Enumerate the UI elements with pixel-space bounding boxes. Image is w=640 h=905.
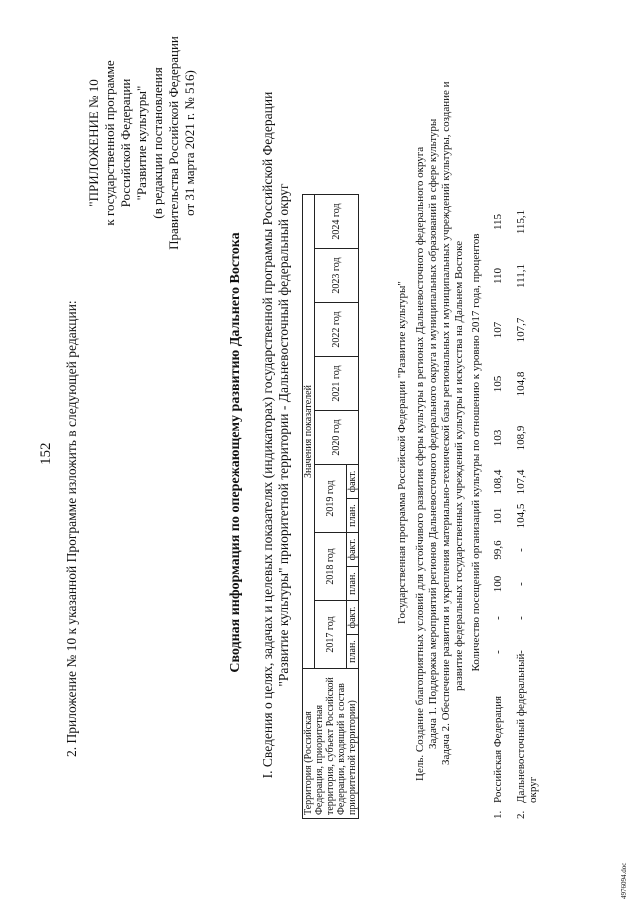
task-line: Задача 1. Поддержка мероприятий регионов Дальневосточного федерального округа и муниципальных образований в сфере культуры	[427, 118, 439, 749]
plan-header: план.	[347, 499, 359, 533]
year-header: 2021 год	[315, 357, 359, 411]
row-value: 115,1	[515, 209, 527, 235]
program-name: Государственная программа Российской Федерации "Развитие культуры"	[396, 281, 408, 624]
row-value: 115	[492, 213, 504, 231]
task-line: Задача 2. Обеспечение развития и укрепления материально-технической базы региональных и муниципальных учреждений культуры, создание и	[440, 81, 452, 765]
row-value: -	[515, 616, 527, 620]
row-value: 101	[492, 507, 504, 525]
row-number: 1.	[492, 810, 504, 819]
row-value: -	[515, 650, 527, 654]
row-value: 105	[492, 375, 504, 393]
row-value: 107	[492, 321, 504, 339]
plan-header: план.	[347, 567, 359, 601]
year-header: 2018 год	[315, 533, 347, 601]
annex-header	[86, 0, 198, 293]
values-header: Значения показателей	[303, 195, 315, 669]
row-value: 108,9	[515, 425, 527, 451]
annex-line: (в редакции постановления	[150, 67, 165, 219]
fact-header: факт.	[347, 465, 359, 499]
row-value: 108,4	[492, 469, 504, 495]
row-value: 99,6	[492, 540, 504, 560]
fact-header: факт.	[347, 533, 359, 567]
row-value: -	[492, 650, 504, 654]
year-header: 2019 год	[315, 465, 347, 533]
row-value: -	[492, 616, 504, 620]
intro-text: 2. Приложение № 10 к указанной Программе изложить в следующей редакции:	[64, 300, 79, 757]
row-territory: Дальневосточный федеральный округ	[515, 653, 539, 803]
row-value: -	[515, 548, 527, 552]
plan-header: план.	[347, 635, 359, 669]
row-value: 100	[492, 575, 504, 593]
document-title: Сводная информация по опережающему развитию Дальнего Востока	[228, 232, 243, 673]
row-territory: Российская Федерация	[492, 695, 504, 803]
indicator-name: Количество посещений организаций культуры по отношению к уровню 2017 года, процентов	[470, 233, 482, 672]
task-line: развитие федеральных государственных учреждений культуры и искусства на Дальнем Востоке	[453, 240, 465, 691]
row-value: 107,7	[515, 317, 527, 343]
year-header: 2023 год	[315, 249, 359, 303]
annex-line: к государственной программе	[102, 60, 117, 226]
annex-line: "ПРИЛОЖЕНИЕ № 10	[86, 79, 101, 207]
page-number: 152	[38, 442, 54, 465]
goal-block	[414, 21, 466, 781]
annex-line: "Развитие культуры"	[134, 85, 149, 201]
indicator-table	[302, 194, 359, 819]
section-line: "Развитие культуры" приоритетной территории - Дальневосточный федеральный округ	[276, 183, 291, 687]
year-header: 2017 год	[315, 601, 347, 669]
section-heading	[260, 55, 292, 815]
annex-line: от 31 марта 2021 г. № 516)	[182, 70, 197, 216]
fact-header: факт.	[347, 601, 359, 635]
row-value: 107,4	[515, 469, 527, 495]
annex-line: Российской Федерации	[118, 78, 133, 208]
row-value: 104,5	[515, 503, 527, 529]
row-value: 110	[492, 267, 504, 285]
year-header: 2020 год	[315, 411, 359, 465]
row-value: -	[515, 582, 527, 586]
section-line: I. Сведения о целях, задачах и целевых показателях (индикаторах) государственной программы Российской Федерации	[260, 91, 275, 779]
annex-line: Правительства Российской Федерации	[166, 36, 181, 250]
year-header: 2024 год	[315, 195, 359, 249]
row-value: 104,8	[515, 371, 527, 397]
territory-header: Территория (Российская Федерация, приоритетная территория, субъект Российской Федерации, входящий в состав приоритетной территории)	[303, 669, 359, 819]
row-value: 103	[492, 429, 504, 447]
row-number: 2.	[515, 810, 527, 819]
goal-line: Цель. Создание благоприятных условий для устойчивого развития сферы культуры в регионах Дальневосточного федерального округа	[414, 146, 426, 781]
year-header: 2022 год	[315, 303, 359, 357]
row-value: 111,1	[515, 264, 527, 288]
document-id: 4976094.doc	[620, 862, 628, 899]
